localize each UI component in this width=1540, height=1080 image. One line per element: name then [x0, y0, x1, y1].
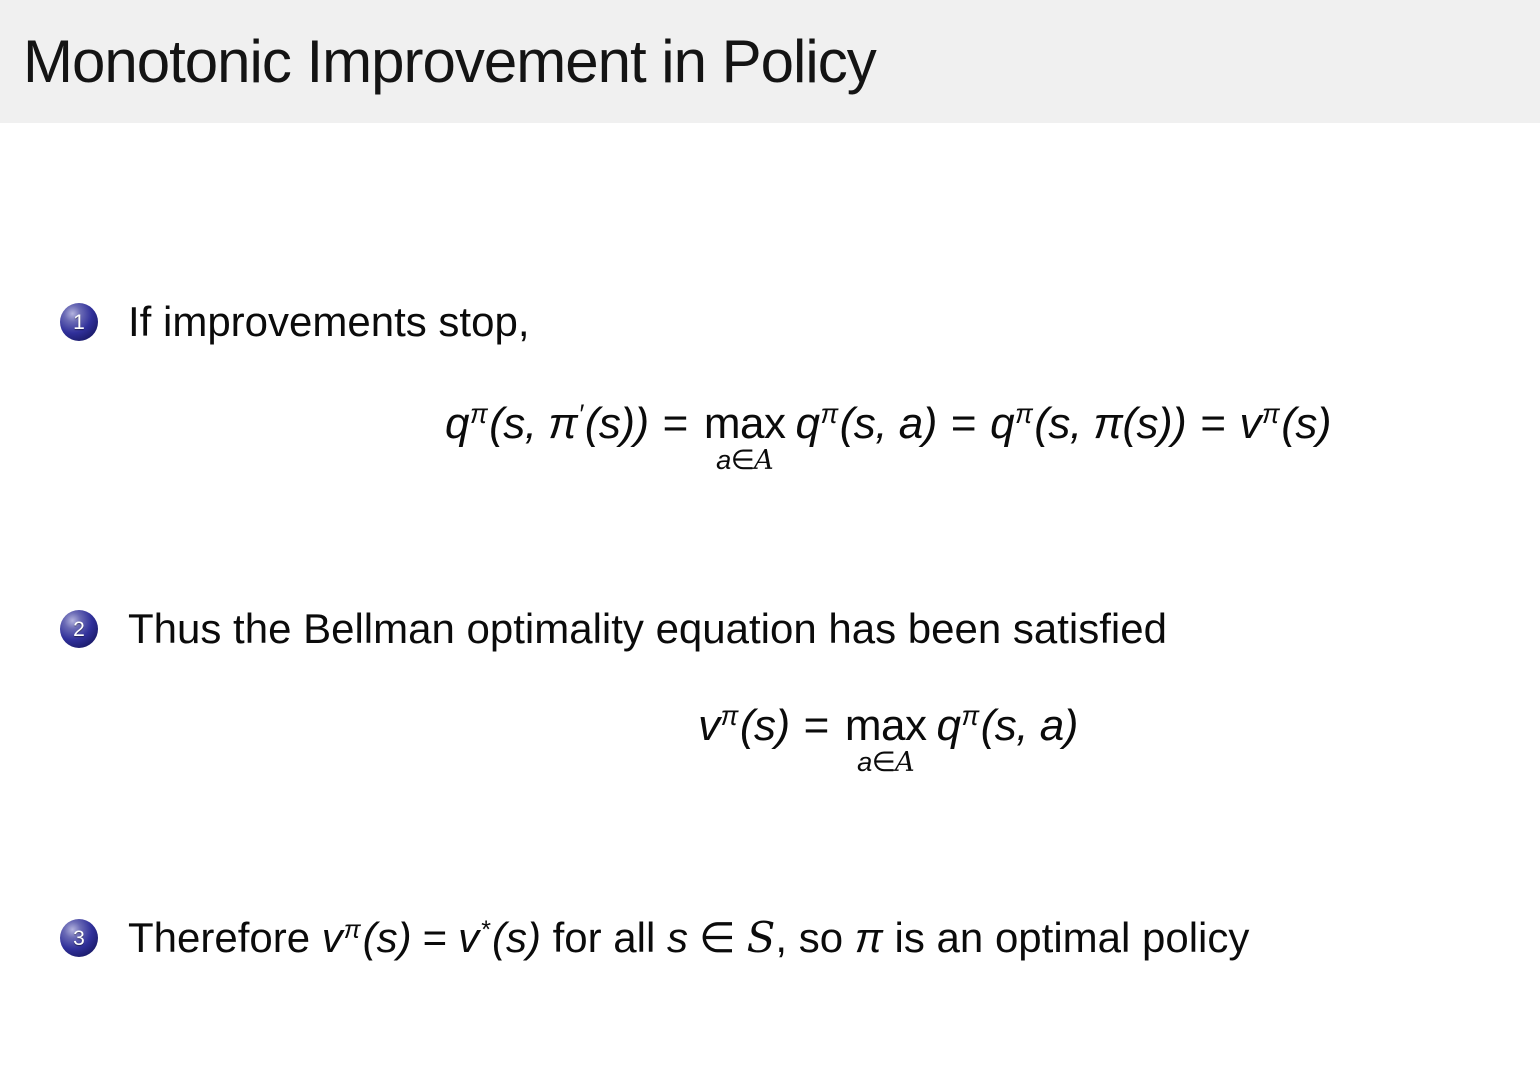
title-bar [0, 0, 1540, 123]
math-token: (s)) [584, 399, 649, 448]
math-token: v [1239, 399, 1262, 448]
equals-sign: = [1200, 399, 1226, 448]
math-superscript: π [469, 399, 488, 430]
list-item-1-text: If improvements stop, [128, 298, 530, 345]
page-title: Monotonic Improvement in Policy [23, 28, 876, 95]
math-superscript: π [1015, 399, 1033, 430]
list-item-3-text: Therefore $v^\pi(s) = v^*(s)$ for all s ∈ S, so π is an optimal policy [128, 913, 1250, 962]
equals-sign: = [662, 399, 688, 448]
equals-sign: = [803, 701, 829, 750]
math-token: (s) [1281, 399, 1332, 448]
enumerate-ball-3: 3 [60, 919, 98, 957]
math-token: q [936, 701, 961, 750]
math-token: q [795, 399, 820, 448]
script-A: A [754, 445, 774, 477]
max-word: max [844, 701, 927, 750]
max-underscript: a∈A [716, 444, 774, 477]
equation-policy-improvement [236, 398, 1540, 477]
math-token: q [444, 399, 469, 448]
math-superscript: ′ [578, 399, 583, 430]
element-of-sign: ∈ [699, 914, 736, 961]
script-A: A [895, 747, 915, 779]
math-token: (s, a) [980, 701, 1078, 750]
enumerate-ball-2: 2 [60, 610, 98, 648]
equation-bellman-optimality [236, 700, 1540, 779]
max-operator [844, 701, 927, 779]
math-token: (s, π [489, 399, 578, 448]
list-item-2 [60, 604, 1167, 654]
math-token: q [990, 399, 1015, 448]
equals-sign: = [422, 914, 448, 961]
equals-sign: = [950, 399, 977, 448]
script-S: S [746, 913, 776, 962]
list-item-1 [60, 297, 529, 347]
enumerate-ball-1: 1 [60, 303, 98, 341]
math-superscript: π [1262, 399, 1280, 430]
math-token: (s, a) [839, 399, 937, 448]
math-token: (s, π(s)) [1034, 399, 1187, 448]
max-operator [703, 399, 786, 477]
math-superscript: π [820, 399, 838, 430]
list-item-2-text: Thus the Bellman optimality equation has been satisfied [128, 605, 1167, 652]
math-token: (s) [739, 701, 790, 750]
math-token: v [698, 701, 720, 750]
math-superscript: π [720, 701, 738, 732]
max-underscript: a∈A [857, 746, 915, 779]
max-word: max [703, 399, 786, 448]
list-item-3 [60, 913, 1249, 963]
math-superscript: π [961, 701, 979, 732]
